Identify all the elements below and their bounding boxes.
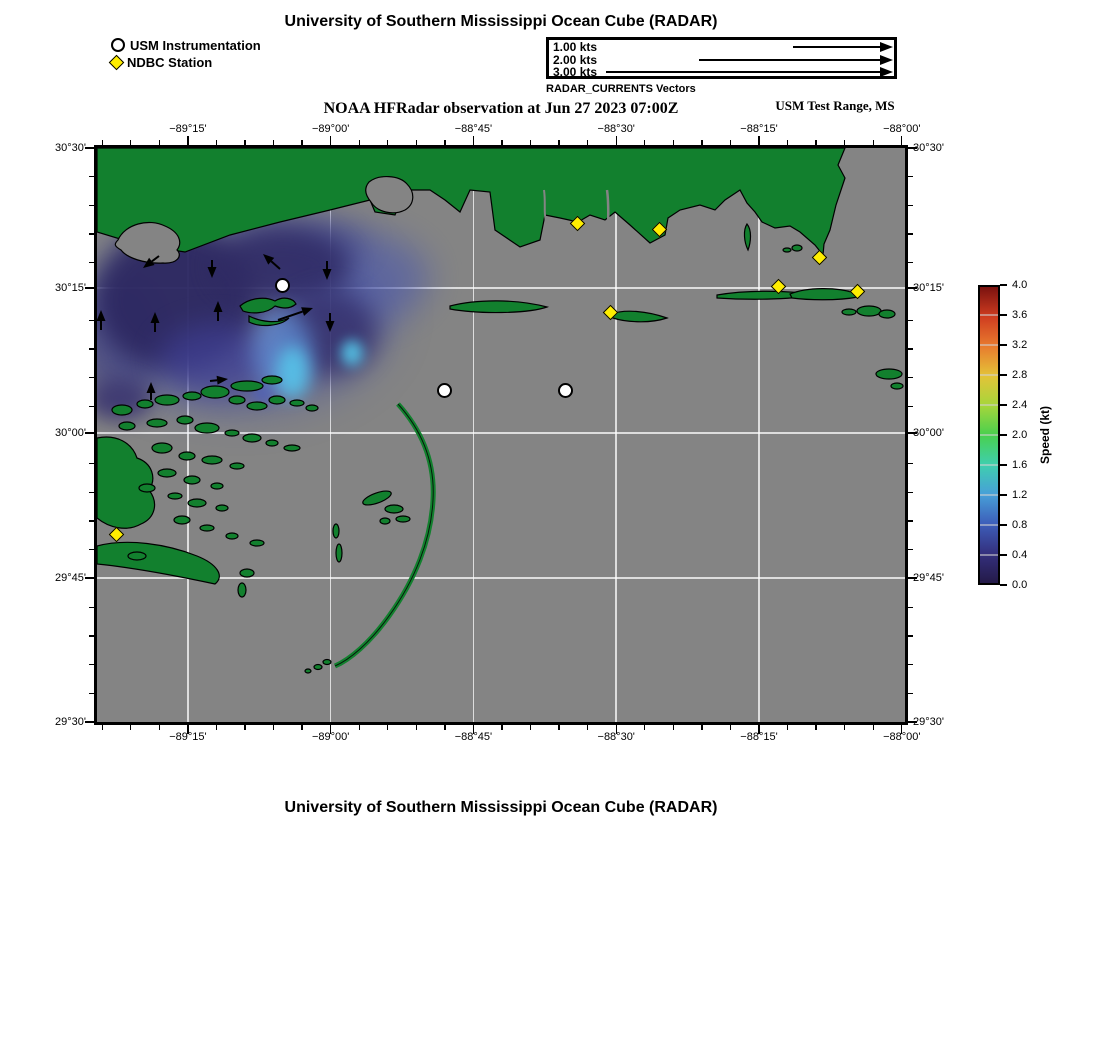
colorbar-tick-label: 2.0 bbox=[1012, 429, 1028, 441]
lon-tick-label: −88°45' bbox=[454, 731, 493, 743]
colorbar-gridline bbox=[980, 344, 998, 346]
lon-tick bbox=[873, 140, 874, 145]
lat-tick bbox=[908, 176, 913, 177]
lon-tick bbox=[758, 136, 759, 145]
current-vector-arrow bbox=[271, 261, 280, 269]
current-vector-arrow bbox=[210, 380, 217, 381]
colorbar-tick-label: 4.0 bbox=[1012, 279, 1028, 291]
current-vector-arrow bbox=[208, 267, 217, 278]
lon-tick bbox=[501, 725, 502, 730]
lat-tick bbox=[89, 492, 94, 493]
lon-tick bbox=[159, 140, 160, 145]
lon-tick bbox=[359, 725, 360, 730]
lon-tick bbox=[530, 140, 531, 145]
lat-tick bbox=[89, 205, 94, 206]
lon-tick bbox=[901, 136, 902, 145]
lon-tick-label: −89°15' bbox=[169, 731, 207, 743]
lat-tick-label: 30°00' bbox=[913, 426, 944, 439]
lon-tick bbox=[359, 140, 360, 145]
lon-tick bbox=[587, 725, 588, 730]
lat-tick bbox=[908, 262, 913, 263]
current-vector-arrow bbox=[301, 307, 313, 316]
lon-tick bbox=[701, 140, 702, 145]
lat-tick bbox=[85, 287, 94, 288]
lon-tick bbox=[730, 725, 731, 730]
lat-tick bbox=[85, 577, 94, 578]
legend-label: NDBC Station bbox=[127, 54, 213, 70]
map-frame bbox=[94, 145, 908, 725]
vector-scale-row-label: 2.00 kts bbox=[553, 52, 598, 67]
lat-tick bbox=[908, 348, 913, 349]
lon-tick bbox=[159, 725, 160, 730]
lat-tick bbox=[85, 147, 94, 148]
vector-scale-line bbox=[793, 46, 880, 48]
vector-scale-arrowhead-icon bbox=[880, 42, 893, 52]
lat-tick bbox=[908, 406, 913, 407]
lat-tick-label: 29°30' bbox=[913, 716, 944, 728]
lat-tick bbox=[908, 607, 913, 608]
lon-tick-label: −88°00' bbox=[883, 123, 921, 135]
colorbar-tick bbox=[1000, 404, 1007, 406]
lon-tick-label: −88°30' bbox=[597, 123, 635, 135]
lat-tick-label: 30°30' bbox=[913, 142, 944, 154]
legend-item-ndbc bbox=[111, 54, 212, 70]
lon-tick bbox=[330, 136, 331, 145]
usm-instrument-marker bbox=[558, 383, 573, 398]
lat-tick bbox=[89, 348, 94, 349]
vector-scale-arrowhead-icon bbox=[880, 55, 893, 65]
lat-tick-label: 30°15' bbox=[55, 282, 86, 295]
lat-tick bbox=[89, 693, 94, 694]
lat-tick bbox=[908, 205, 913, 206]
lon-tick bbox=[644, 725, 645, 730]
lon-tick-label: −88°15' bbox=[740, 731, 778, 743]
colorbar-tick bbox=[1000, 494, 1007, 496]
vector-scale-arrowhead-icon bbox=[880, 67, 893, 77]
current-vector-arrow bbox=[152, 256, 159, 261]
lon-tick-label: −89°15' bbox=[169, 123, 207, 135]
usm-instrument-marker bbox=[437, 383, 452, 398]
lon-tick bbox=[416, 725, 417, 730]
lat-tick bbox=[908, 377, 913, 378]
lon-tick bbox=[130, 725, 131, 730]
vector-scale-box bbox=[546, 37, 897, 79]
lat-tick bbox=[89, 233, 94, 234]
lon-tick-label: −88°15' bbox=[740, 123, 778, 135]
colorbar-tick bbox=[1000, 374, 1007, 376]
lat-tick bbox=[908, 520, 913, 521]
colorbar-gridline bbox=[980, 374, 998, 376]
colorbar-gridline bbox=[980, 524, 998, 526]
lon-tick bbox=[301, 140, 302, 145]
vector-scale-line bbox=[699, 59, 880, 61]
current-vector-arrow bbox=[214, 301, 223, 312]
lat-tick-label: 29°45' bbox=[55, 571, 86, 584]
lat-tick bbox=[908, 492, 913, 493]
lat-tick bbox=[89, 262, 94, 263]
lon-tick bbox=[844, 140, 845, 145]
lon-tick bbox=[587, 140, 588, 145]
colorbar-tick bbox=[1000, 344, 1007, 346]
lat-tick-label: 29°30' bbox=[55, 716, 86, 728]
lat-tick bbox=[89, 377, 94, 378]
lon-tick-label: −89°00' bbox=[311, 731, 350, 743]
lat-tick bbox=[89, 176, 94, 177]
lon-tick-label: −88°30' bbox=[597, 731, 635, 743]
current-vector-arrow bbox=[217, 376, 228, 385]
colorbar-tick-label: 0.0 bbox=[1012, 579, 1028, 591]
lon-tick bbox=[216, 140, 217, 145]
lon-tick bbox=[444, 140, 445, 145]
lon-tick bbox=[787, 140, 788, 145]
lat-tick bbox=[89, 406, 94, 407]
lon-tick bbox=[273, 140, 274, 145]
colorbar-gridline bbox=[980, 404, 998, 406]
colorbar-tick bbox=[1000, 584, 1007, 586]
lon-tick bbox=[387, 725, 388, 730]
lon-tick bbox=[387, 140, 388, 145]
colorbar-gridline bbox=[980, 464, 998, 466]
lon-tick bbox=[616, 136, 617, 145]
colorbar-gridline bbox=[980, 314, 998, 316]
lon-tick bbox=[873, 725, 874, 730]
current-vector-arrow bbox=[147, 382, 156, 393]
legend-label: USM Instrumentation bbox=[130, 37, 261, 53]
current-vector-arrow bbox=[97, 310, 106, 321]
usm-instrument-marker bbox=[275, 278, 290, 293]
current-vector-arrow bbox=[278, 312, 303, 320]
lon-tick-label: −89°00' bbox=[311, 123, 350, 135]
colorbar-tick-label: 3.2 bbox=[1012, 339, 1028, 351]
colorbar-tick bbox=[1000, 524, 1007, 526]
colorbar-tick-label: 1.6 bbox=[1012, 459, 1028, 471]
colorbar-tick-label: 3.6 bbox=[1012, 309, 1028, 321]
vector-scale-line bbox=[606, 71, 880, 73]
lon-tick bbox=[815, 140, 816, 145]
lon-tick bbox=[102, 725, 103, 730]
lat-tick bbox=[89, 463, 94, 464]
current-vector-arrow bbox=[326, 321, 335, 332]
current-vector-arrow bbox=[151, 312, 160, 323]
lat-tick bbox=[908, 233, 913, 234]
vector-scale-caption: RADAR_CURRENTS Vectors bbox=[546, 83, 696, 95]
current-vector-arrow bbox=[143, 258, 155, 268]
lat-tick bbox=[908, 664, 913, 665]
lat-tick bbox=[89, 549, 94, 550]
colorbar-tick bbox=[1000, 434, 1007, 436]
current-vector-arrow bbox=[323, 269, 332, 280]
lon-tick-label: −88°00' bbox=[883, 731, 921, 743]
colorbar-tick-label: 2.4 bbox=[1012, 399, 1028, 411]
colorbar-tick bbox=[1000, 314, 1007, 316]
lon-tick bbox=[501, 140, 502, 145]
lat-tick bbox=[908, 693, 913, 694]
lon-tick bbox=[130, 140, 131, 145]
lat-tick-label: 30°30' bbox=[55, 142, 86, 154]
lon-tick bbox=[416, 140, 417, 145]
lon-tick bbox=[301, 725, 302, 730]
lat-tick bbox=[89, 520, 94, 521]
current-vector-layer bbox=[97, 148, 905, 722]
lat-tick bbox=[89, 664, 94, 665]
lon-tick bbox=[815, 725, 816, 730]
lon-tick bbox=[673, 140, 674, 145]
lon-tick bbox=[701, 725, 702, 730]
lat-tick-label: 30°00' bbox=[55, 426, 86, 439]
lat-tick bbox=[908, 320, 913, 321]
colorbar-tick-label: 0.8 bbox=[1012, 519, 1028, 531]
lat-tick bbox=[908, 463, 913, 464]
lat-tick bbox=[89, 635, 94, 636]
lon-tick bbox=[558, 725, 559, 730]
colorbar-axis-label: Speed (kt) bbox=[1038, 406, 1052, 465]
map-area bbox=[97, 148, 905, 722]
lat-tick bbox=[85, 721, 94, 722]
lon-tick bbox=[216, 725, 217, 730]
lon-tick bbox=[444, 725, 445, 730]
lon-tick bbox=[844, 725, 845, 730]
colorbar-tick-label: 2.8 bbox=[1012, 369, 1028, 381]
lon-tick bbox=[244, 725, 245, 730]
lon-tick bbox=[730, 140, 731, 145]
colorbar-tick bbox=[1000, 284, 1007, 286]
lat-tick-label: 30°15' bbox=[913, 282, 944, 295]
lat-tick bbox=[908, 549, 913, 550]
colorbar-tick bbox=[1000, 554, 1007, 556]
lat-tick bbox=[85, 432, 94, 433]
lon-tick bbox=[187, 136, 188, 145]
lon-tick-label: −88°45' bbox=[454, 123, 493, 135]
colorbar-gridline bbox=[980, 554, 998, 556]
lon-tick bbox=[530, 725, 531, 730]
lon-tick bbox=[244, 140, 245, 145]
colorbar-gridline bbox=[980, 434, 998, 436]
colorbar-tick-label: 1.2 bbox=[1012, 489, 1028, 501]
lon-tick bbox=[273, 725, 274, 730]
colorbar-gridline bbox=[980, 494, 998, 496]
figure-title-top: University of Southern Mississippi Ocean Cube (RADAR) bbox=[284, 13, 718, 30]
lat-tick bbox=[908, 635, 913, 636]
usm-circle-icon bbox=[111, 38, 125, 52]
colorbar-tick-label: 0.4 bbox=[1012, 549, 1028, 561]
lat-tick-label: 29°45' bbox=[913, 571, 944, 584]
lon-tick bbox=[787, 725, 788, 730]
vector-scale-row-label: 3.00 kts bbox=[553, 65, 598, 79]
colorbar-tick bbox=[1000, 464, 1007, 466]
lon-tick bbox=[644, 140, 645, 145]
legend-item-usm bbox=[111, 37, 261, 53]
figure-title-bottom: University of Southern Mississippi Ocean Cube (RADAR) bbox=[284, 799, 718, 816]
lat-tick bbox=[89, 607, 94, 608]
observation-subtitle: NOAA HFRadar observation at Jun 27 2023 07:00Z bbox=[323, 100, 679, 117]
lon-tick bbox=[558, 140, 559, 145]
test-range-label: USM Test Range, MS bbox=[775, 98, 895, 113]
ndbc-diamond-icon bbox=[109, 54, 125, 70]
lon-tick bbox=[102, 140, 103, 145]
vector-scale-row-label: 1.00 kts bbox=[553, 40, 598, 54]
lon-tick bbox=[473, 136, 474, 145]
lat-tick bbox=[89, 320, 94, 321]
lon-tick bbox=[673, 725, 674, 730]
